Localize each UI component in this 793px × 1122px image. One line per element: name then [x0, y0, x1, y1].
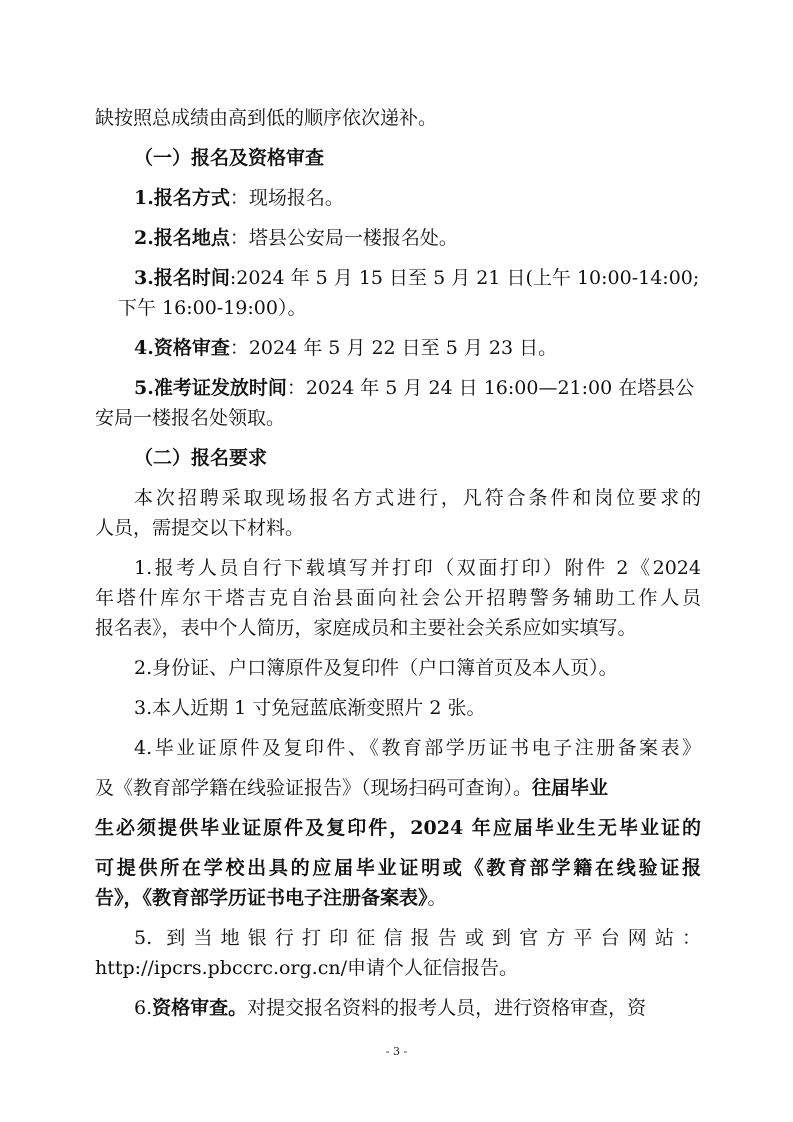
requirement-4-line-3: 生必须提供毕业证原件及复印件，2024 年应届毕业生无毕业证的: [95, 817, 701, 839]
section-heading-2: （二）报名要求: [134, 447, 268, 469]
requirement-1-line-2: 年塔什库尔干塔吉克自治县面向社会公开招聘警务辅助工作人员: [95, 587, 701, 609]
requirement-1-line-1: 1.报考人员自行下载填写并打印（双面打印）附件 2《2024: [134, 557, 701, 579]
item-1-label: 1.报名方式: [134, 187, 230, 209]
item-3-text: :2024 年 5 月 15 日至 5 月 21 日(上午 10:00-14:00;: [229, 267, 700, 289]
requirement-6-label: 资格审查。: [152, 997, 248, 1019]
requirement-4-line-2: [95, 776, 608, 800]
requirement-6-prefix: 6.: [134, 997, 153, 1019]
requirement-4-line-2-bold: 往届毕业: [532, 777, 609, 799]
intro-line-2: 人员，需提交以下材料。: [95, 517, 305, 539]
item-4-label: 4.资格审查: [134, 337, 230, 359]
requirement-1-line-3: 报名表》，表中个人简历，家庭成员和主要社会关系应如实填写。: [95, 617, 637, 639]
requirement-6: [134, 996, 646, 1020]
requirement-4-line-5-plain: 。: [427, 887, 447, 909]
requirement-3: 3.本人近期 1 寸免冠蓝底渐变照片 2 张。: [134, 697, 486, 719]
item-5: [134, 376, 694, 400]
item-4-text: ：2024 年 5 月 22 日至 5 月 23 日。: [229, 337, 558, 359]
requirement-5-url: http://ipcrs.pbccrc.org.cn/申请个人征信报告。: [95, 957, 519, 979]
requirement-2: 2.身份证、户口簿原件及复印件（户口簿首页及本人页）。: [134, 657, 618, 679]
requirement-4-line-5-bold: 告》，《教育部学历证书电子注册备案表》: [95, 887, 428, 909]
requirement-4-line-4: 可提供所在学校出具的应届毕业证明或《教育部学籍在线验证报: [95, 857, 701, 879]
item-1: [134, 186, 344, 210]
requirement-4-line-2-plain: 及《教育部学籍在线验证报告》（现场扫码可查询）。: [95, 777, 533, 799]
page-number: - 3 -: [385, 1045, 408, 1058]
item-3-continuation: 下午 16:00-19:00）。: [118, 297, 307, 319]
item-2-label: 2.报名地点: [134, 227, 230, 249]
intro-line-1: 本次招聘采取现场报名方式进行，凡符合条件和岗位要求的: [134, 487, 701, 509]
section-heading-1: （一）报名及资格审查: [134, 147, 325, 169]
item-3: [134, 266, 699, 290]
item-1-text: ：现场报名。: [229, 187, 344, 209]
item-2-text: ：塔县公安局一楼报名处。: [229, 227, 458, 249]
requirement-6-text: 对提交报名资料的报考人员，进行资格审查，资: [247, 997, 647, 1019]
item-4: [134, 336, 557, 360]
item-5-text: ：2024 年 5 月 24 日 16:00—21:00 在塔县公: [286, 377, 695, 399]
item-2: [134, 226, 458, 250]
item-3-label: 3.报名时间: [134, 267, 230, 289]
item-5-continuation: 安局一楼报名处领取。: [95, 407, 286, 429]
requirement-4-line-5: [95, 886, 447, 910]
requirement-4-line-1: 4.毕业证原件及复印件、《教育部学历证书电子注册备案表》: [134, 737, 701, 759]
item-5-label: 5.准考证发放时间: [134, 377, 287, 399]
paragraph-continuation: 缺按照总成绩由高到低的顺序依次递补。: [95, 107, 438, 129]
requirement-5-line-1: 5. 到当地银行打印征信报告或到官方平台网站：: [134, 927, 701, 949]
